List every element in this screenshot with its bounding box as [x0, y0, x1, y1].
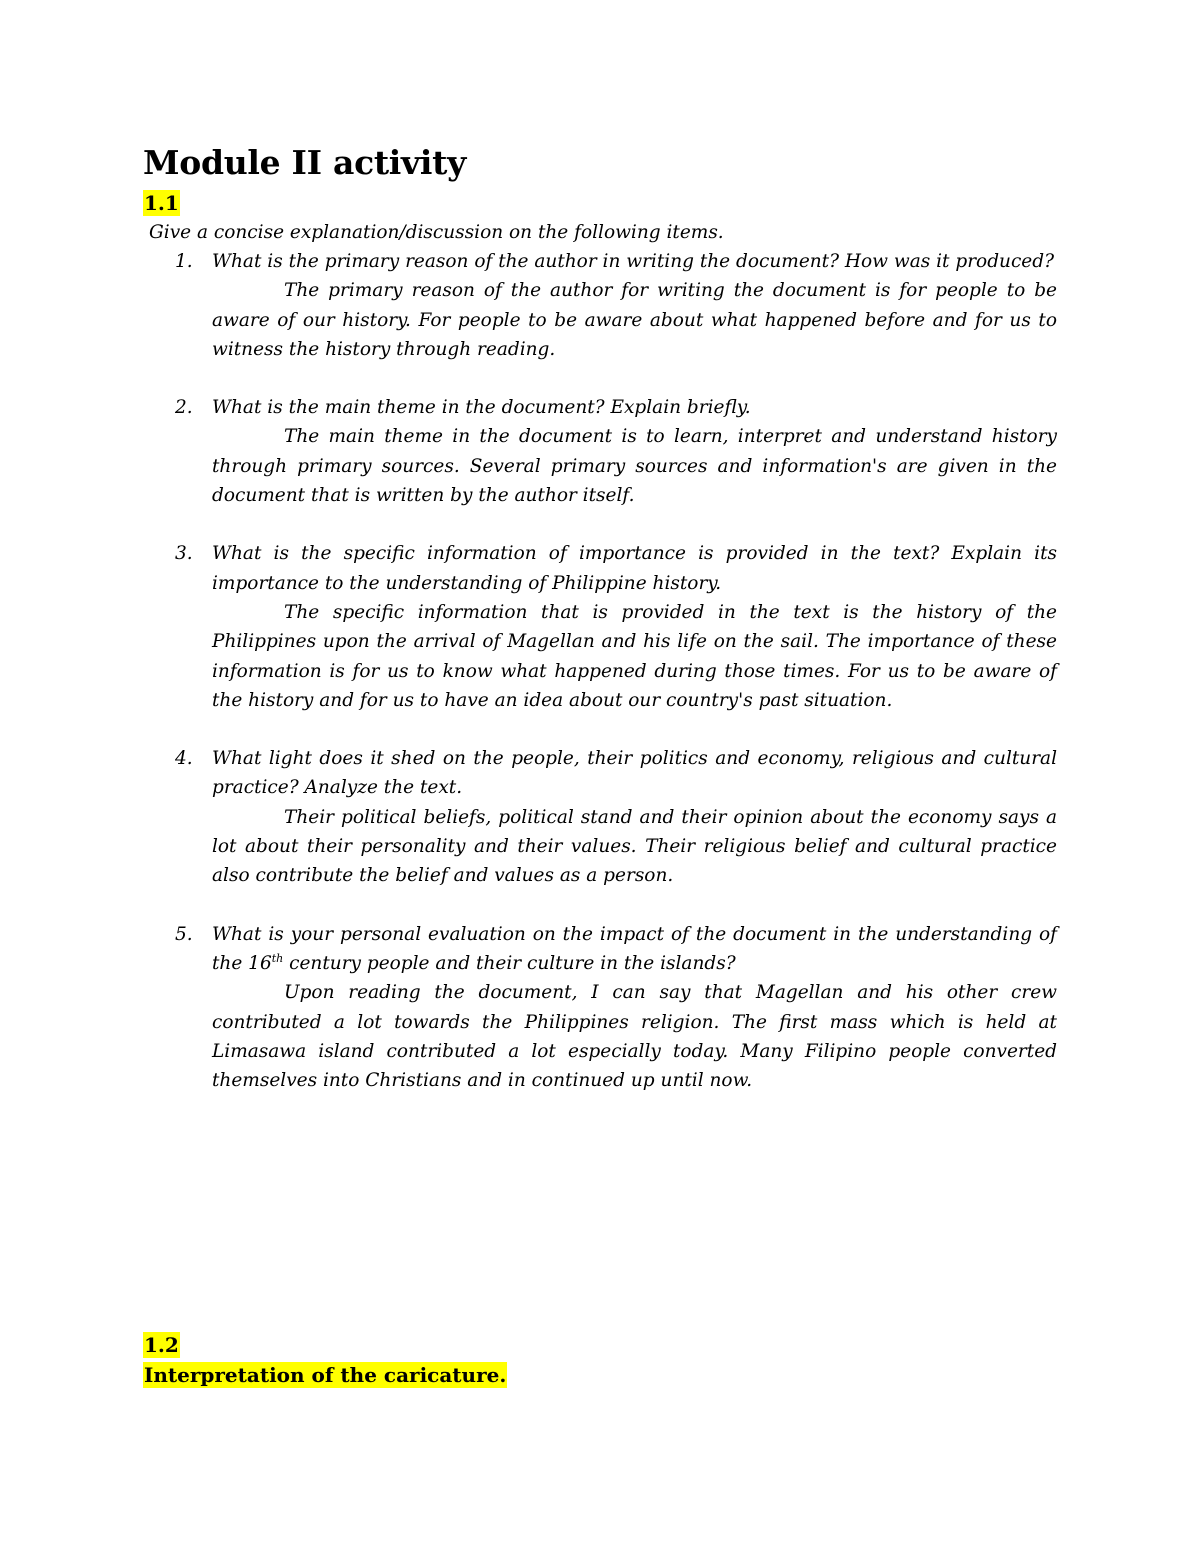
superscript-ordinal: th	[271, 951, 284, 965]
answer-body: Upon reading the document, I can say that Magellan and his other crew contributed a lot towards the Philippines religion. The first mass which is held at Limasawa island contributed a lot especially today. Many Filipino people converted themselves into Christians and in continued up until now.	[212, 982, 1057, 1092]
section-1-number	[143, 190, 180, 216]
section-1-number-highlight: 1.1	[144, 191, 179, 215]
section-2-title-highlight: Interpretation of the caricature.	[144, 1363, 507, 1387]
list-item	[175, 920, 1057, 1096]
question-list	[175, 247, 1057, 1124]
section-2-number-highlight: 1.2	[144, 1333, 179, 1357]
question-text: What is the main theme in the document? Explain briefly.	[212, 397, 751, 419]
answer-body: Their political beliefs, political stand and their opinion about the economy says a lot about their personality and their values. Their religious belief and cultural practice also contribute the belief and values as a person.	[212, 806, 1057, 887]
question-text-part: What is your personal evaluation on the impact of the document in the understanding of the 16	[212, 923, 1057, 974]
question-number: 5.	[175, 923, 193, 945]
question-text: What is the primary reason of the author in writing the document? How was it produced?	[212, 251, 1055, 272]
list-item	[175, 744, 1057, 890]
section-2-number	[143, 1332, 180, 1358]
list-item	[175, 539, 1057, 715]
question-number: 1.	[175, 251, 193, 272]
question-number: 3.	[175, 543, 193, 565]
answer-body: The specific information that is provided in the text is the history of the Philippines upon the arrival of Magellan and his life on the sail. The importance of these information is for us to know what happened during those times. For us to be aware of the history and for us to have an idea about our country's past situation.	[212, 601, 1057, 711]
question-text: What light does it shed on the people, their politics and economy, religious and cultural practice? Analyze the text.	[212, 748, 1057, 799]
question-number: 2.	[175, 397, 193, 419]
question-text-part: century people and their culture in the islands?	[283, 952, 736, 974]
page-title: Module II activity	[143, 143, 466, 182]
question-text: What is the specific information of importance is provided in the text? Explain its importance to the understanding of Philippine history.	[212, 543, 1057, 594]
question-number: 4.	[175, 748, 193, 770]
answer-text	[212, 598, 1057, 715]
question-text	[212, 920, 1057, 979]
section-1-instruction: Give a concise explanation/discussion on the following items.	[149, 222, 724, 243]
answer-text	[212, 276, 1057, 364]
list-item	[175, 247, 1057, 364]
answer-text	[212, 978, 1057, 1095]
answer-body: The main theme in the document is to learn, interpret and understand history through primary sources. Several primary sources and information's are given in the document that is written by the author itself.	[212, 426, 1057, 507]
answer-text	[212, 803, 1057, 891]
answer-body: The primary reason of the author for writing the document is for people to be aware of our history. For people to be aware about what happened before and for us to witness the history through reading.	[212, 280, 1057, 360]
answer-text	[212, 422, 1057, 510]
section-2-title	[143, 1362, 507, 1388]
list-item	[175, 393, 1057, 510]
